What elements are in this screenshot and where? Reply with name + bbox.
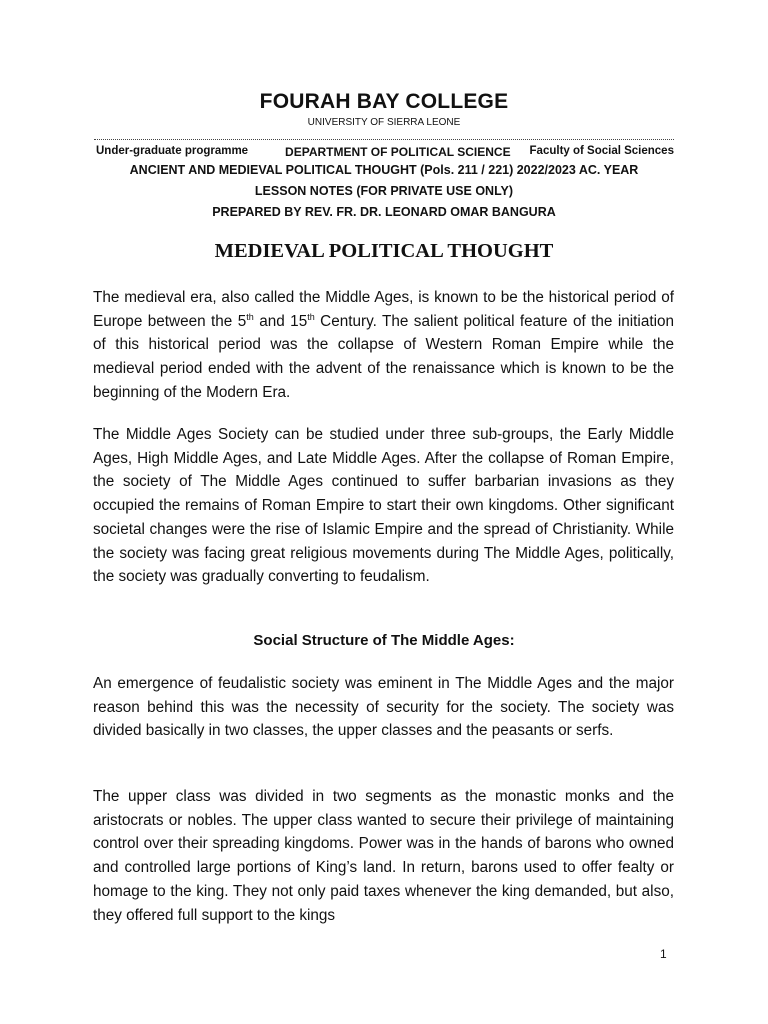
page-number: 1 (660, 947, 667, 961)
page-title: MEDIEVAL POLITICAL THOUGHT (214, 240, 554, 262)
prepared-by-label: PREPARED BY REV. FR. DR. LEONARD OMAR BANGURA (212, 205, 556, 219)
paragraph-1-text-a: The medieval era, also called the Middle Ages, is known to be the historical period of Europe between the 5 (93, 289, 674, 330)
paragraph-3: An emergence of feudalistic society was eminent in The Middle Ages and the major reason behind this was the necessity of security for the society. The society was divided basically in two classes, the upper classes and the peasants or serfs. (93, 675, 674, 740)
faculty-label: Faculty of Social Sciences (529, 145, 674, 157)
lesson-notes-label: LESSON NOTES (FOR PRIVATE USE ONLY) (254, 184, 514, 198)
department-row (96, 145, 674, 159)
paragraph-1 (93, 286, 674, 405)
college-name: FOURAH BAY COLLEGE (259, 90, 509, 113)
course-title: ANCIENT AND MEDIEVAL POLITICAL THOUGHT (Pols. 211 / 221) 2022/2023 AC. YEAR (129, 163, 639, 177)
programme-label: Under-graduate programme (96, 145, 249, 157)
superscript-th-2: th (307, 311, 315, 322)
paragraph-4: The upper class was divided in two segments as the monastic monks and the aristocrats or nobles. The upper class wanted to secure their privilege of maintaining control over their spreading kingdoms. Power was in the hands of barons who owned and controlled large portions of King’s land. In return, barons used to offer fealty or homage to the king. They not only paid taxes whenever the king demanded, but also, they offered full support to the kings (93, 788, 674, 924)
paragraph-2: The Middle Ages Society can be studied under three sub-groups, the Early Middle Ages, High Middle Ages, and Late Middle Ages. After the collapse of Roman Empire, the society of The Middle Ages continued to suffer barbarian invasions as they occupied the remains of Roman Empire to start their own kingdoms. Other significant societal changes were the rise of Islamic Empire and the spread of Christianity. While the society was facing great religious movements during The Middle Ages, politically, the society was gradually converting to feudalism. (93, 426, 674, 586)
header-divider (94, 139, 674, 140)
department-label: DEPARTMENT OF POLITICAL SCIENCE (285, 145, 511, 159)
paragraph-1-text-c: Century. The salient political feature of the initiation of this historical period was the collapse of Western Roman Empire while the medieval period ended with the advent of the renaissance which is known to be the beginning of the Modern Era. (93, 312, 674, 401)
university-name: UNIVERSITY OF SIERRA LEONE (307, 117, 461, 128)
section-heading: Social Structure of The Middle Ages: (253, 632, 515, 649)
paragraph-1-text-b: and 15 (253, 312, 308, 330)
superscript-th-1: th (246, 311, 254, 322)
